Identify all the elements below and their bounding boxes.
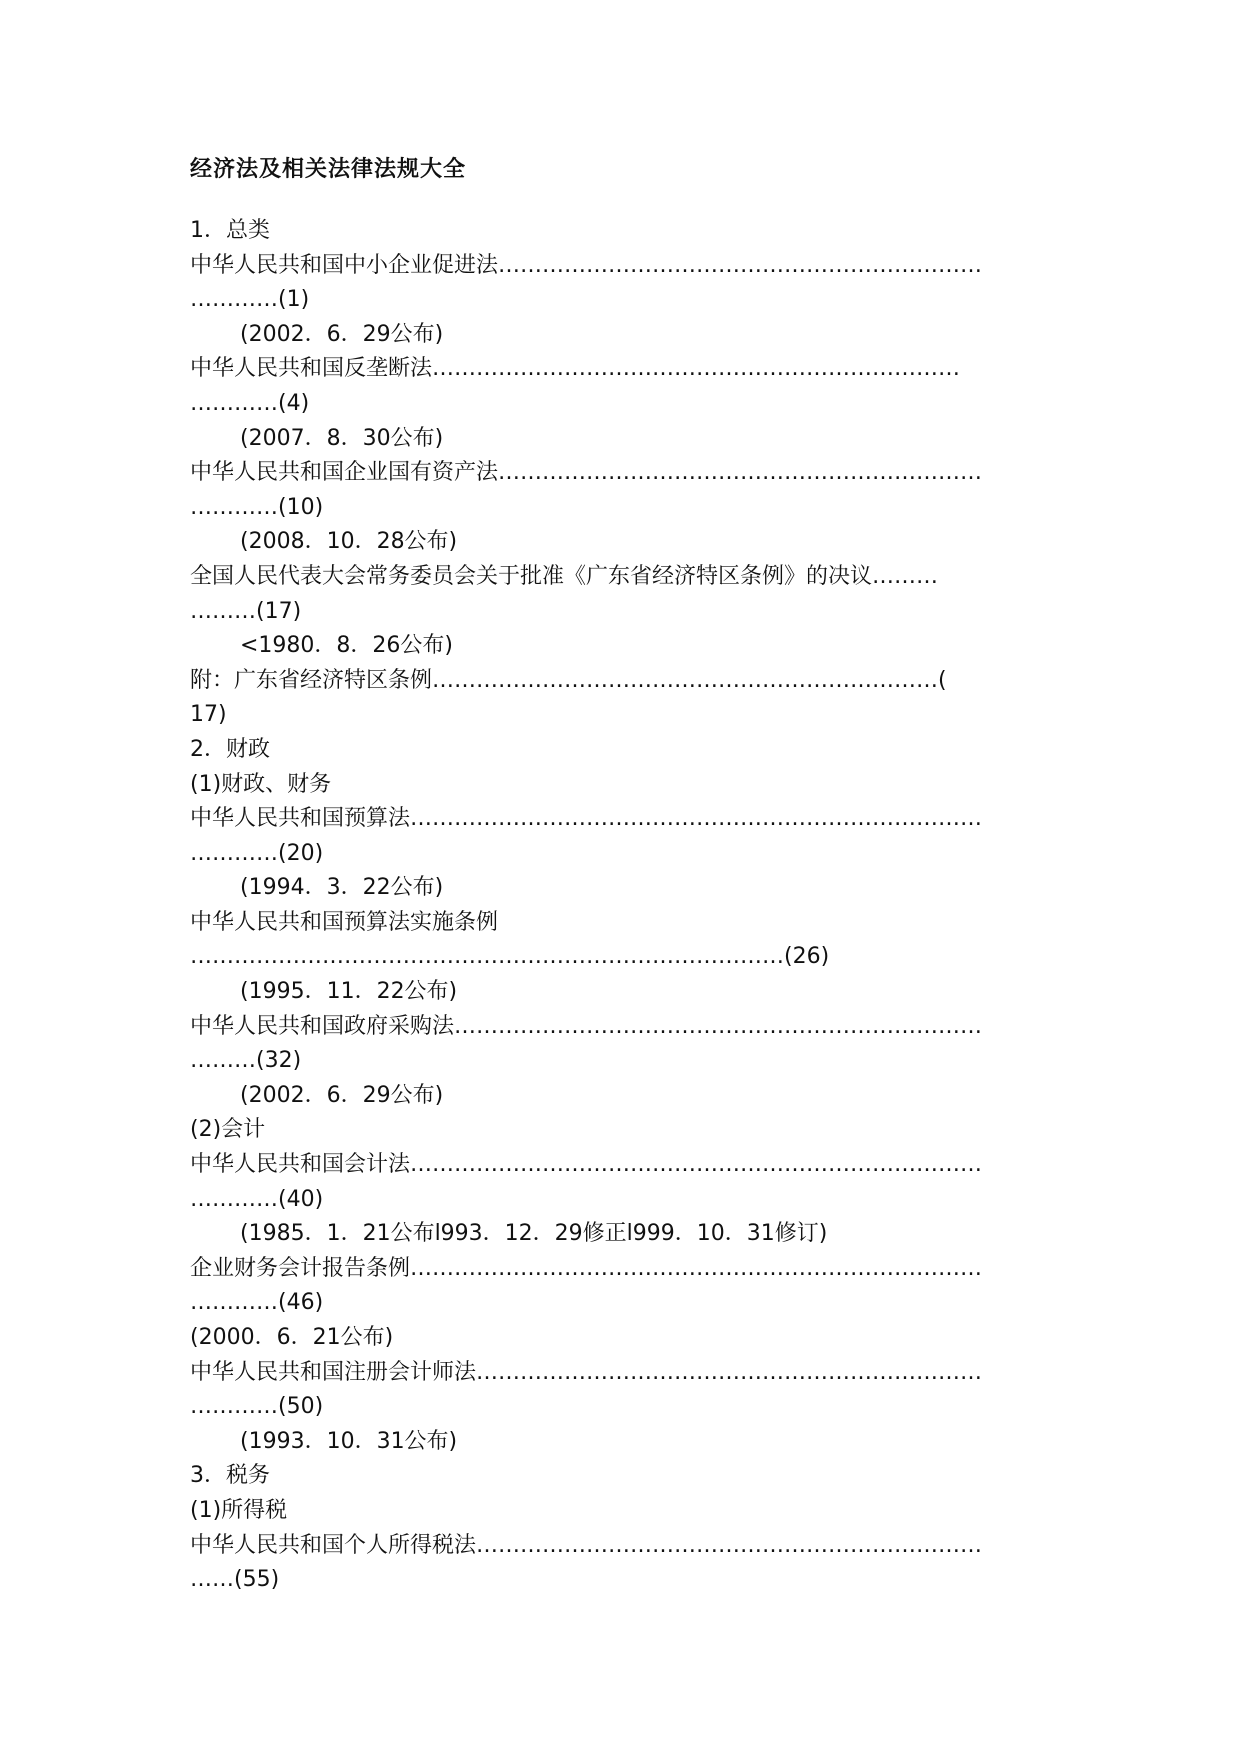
toc-line: …………(50) (190, 1394, 324, 1420)
toc-line: (2002．6．29公布) (240, 321, 444, 347)
toc-line: 中华人民共和国预算法…………………………………………………………………… (190, 806, 983, 832)
toc-line: 17) (190, 702, 227, 728)
toc-line: 3．税务 (190, 1463, 270, 1489)
toc-line: 1．总类 (190, 218, 270, 243)
toc-line: (1985．1．21公布l993．12．29修正l999．10．31修订) (240, 1221, 828, 1247)
toc-line: 中华人民共和国企业国有资产法………………………………………………………… (190, 460, 983, 486)
toc-line: (1)所得税 (190, 1497, 288, 1523)
toc-line: …………(40) (190, 1186, 324, 1212)
toc-line: (2)会计 (190, 1117, 266, 1143)
toc-line: 中华人民共和国会计法…………………………………………………………………… (190, 1152, 983, 1178)
toc-line: 中华人民共和国预算法实施条例 (190, 909, 499, 935)
toc-line: 企业财务会计报告条例…………………………………………………………………… (190, 1255, 983, 1281)
toc-line: …………(46) (190, 1290, 324, 1316)
toc-line: 中华人民共和国个人所得税法…………………………………………………………… (190, 1532, 983, 1558)
toc-line: ………(32) (190, 1048, 302, 1074)
toc-line: 附：广东省经济特区条例……………………………………………………………( (190, 667, 947, 693)
table-of-contents (190, 214, 1050, 1598)
toc-line: (1)财政、财务 (190, 771, 332, 797)
toc-line: (1993．10．31公布) (240, 1428, 458, 1454)
toc-line: ……(55) (190, 1567, 280, 1593)
toc-line: 全国人民代表大会常务委员会关于批准《广东省经济特区条例》的决议……… (190, 563, 939, 589)
toc-line: …………(10) (190, 494, 324, 520)
toc-line: …………(20) (190, 840, 324, 866)
toc-line: (2007．8．30公布) (240, 425, 444, 451)
toc-line: 中华人民共和国中小企业促进法………………………………………………………… (190, 252, 983, 278)
toc-line: (2002．6．29公布) (240, 1082, 444, 1108)
document-title: 经济法及相关法律法规大全 (190, 157, 467, 182)
toc-line: ………(17) (190, 598, 302, 624)
toc-line: (1995．11．22公布) (240, 979, 458, 1005)
toc-line: (1994．3．22公布) (240, 875, 444, 901)
toc-line: ………………………………………………………………………(26) (190, 944, 830, 970)
toc-line: (2008．10．28公布) (240, 529, 458, 555)
toc-line: (2000．6．21公布) (190, 1325, 394, 1350)
toc-line: 中华人民共和国注册会计师法…………………………………………………………… (190, 1359, 983, 1385)
toc-line: 中华人民共和国反垄断法……………………………………………………………… (190, 356, 961, 382)
toc-line: …………(4) (190, 390, 310, 416)
toc-line: 2．财政 (190, 736, 270, 762)
toc-line: <1980．8．26公布) (240, 633, 453, 659)
toc-line: …………(1) (190, 287, 310, 313)
toc-line: 中华人民共和国政府采购法……………………………………………………………… (190, 1013, 983, 1039)
